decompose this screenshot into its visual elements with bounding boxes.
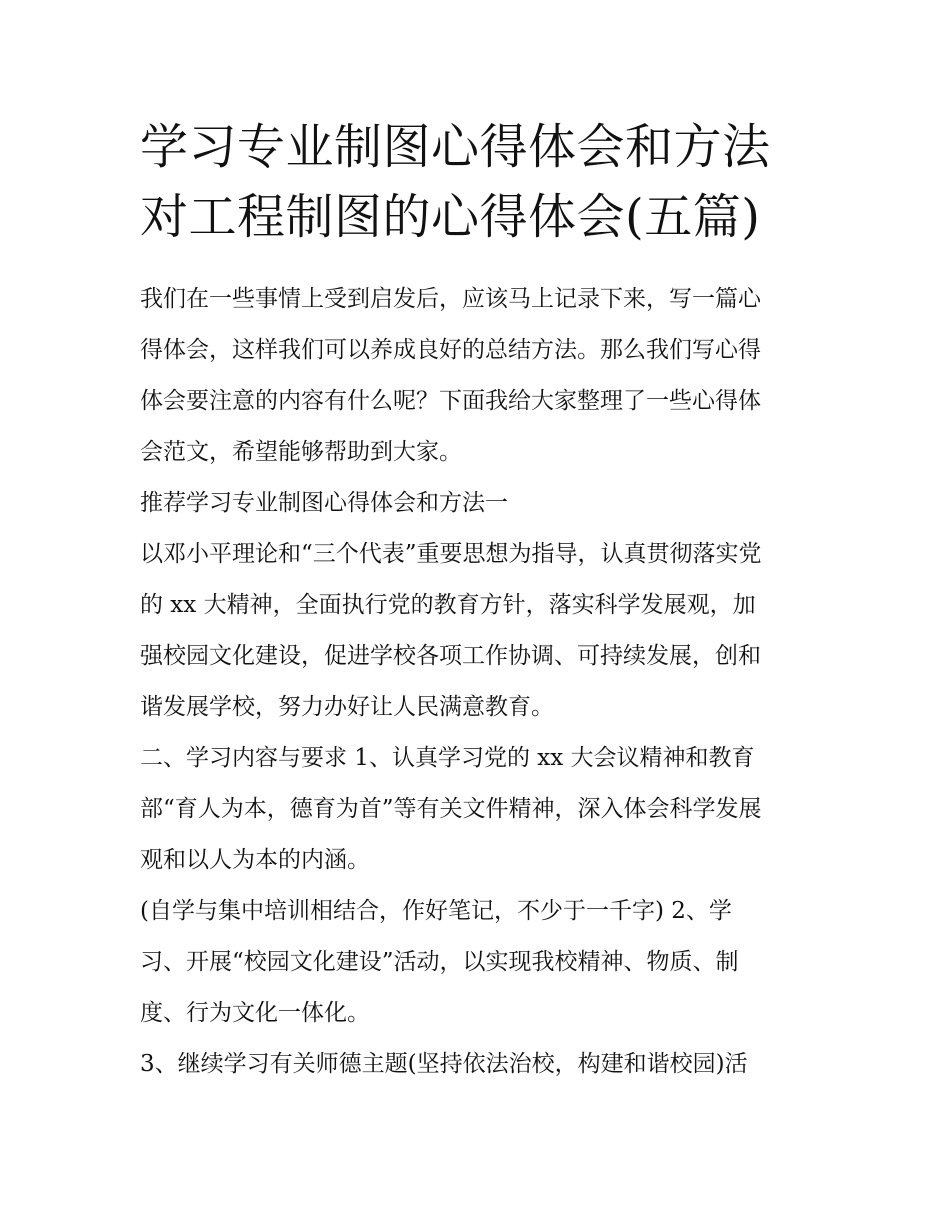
body-line: (自学与集中培训相结合，作好笔记，不少于一千字) 2、学 [140, 898, 732, 924]
body-line: 会范文，希望能够帮助到大家。 [140, 439, 462, 465]
body-line: 二、学习内容与要求 1、认真学习党的 xx 大会议精神和教育 [140, 745, 755, 771]
title-line-1: 学习专业制图心得体会和方法 [140, 119, 771, 175]
body-line: 度、行为文化一体化。 [140, 1000, 370, 1026]
body-line: 得体会，这样我们可以养成良好的总结方法。那么我们写心得 [140, 337, 761, 363]
body-line: 体会要注意的内容有什么呢？下面我给大家整理了一些心得体 [140, 388, 761, 414]
body-line: 强校园文化建设，促进学校各项工作协调、可持续发展，创和 [140, 643, 761, 669]
body-line: 部“育人为本，德育为首”等有关文件精神，深入体会科学发展 [140, 796, 762, 822]
document-page [140, 112, 820, 1090]
body-line: 以邓小平理论和“三个代表”重要思想为指导，认真贯彻落实党 [140, 541, 762, 567]
body-line: 习、开展“校园文化建设”活动，以实现我校精神、物质、制 [140, 949, 739, 975]
body-line: 观和以人为本的内涵。 [140, 847, 370, 873]
title-line-2: 对工程制图的心得体会(五篇) [140, 189, 761, 245]
document-body [140, 274, 820, 1090]
body-line: 3、继续学习有关师德主题(坚持依法治校，构建和谐校园)活 [140, 1051, 748, 1077]
body-line: 的 xx 大精神，全面执行党的教育方针，落实科学发展观，加 [140, 592, 756, 618]
body-line: 我们在一些事情上受到启发后，应该马上记录下来，写一篇心 [140, 286, 761, 312]
section-heading: 推荐学习专业制图心得体会和方法一 [140, 490, 508, 516]
body-line: 谐发展学校，努力办好让人民满意教育。 [140, 694, 554, 720]
document-title [140, 112, 820, 252]
